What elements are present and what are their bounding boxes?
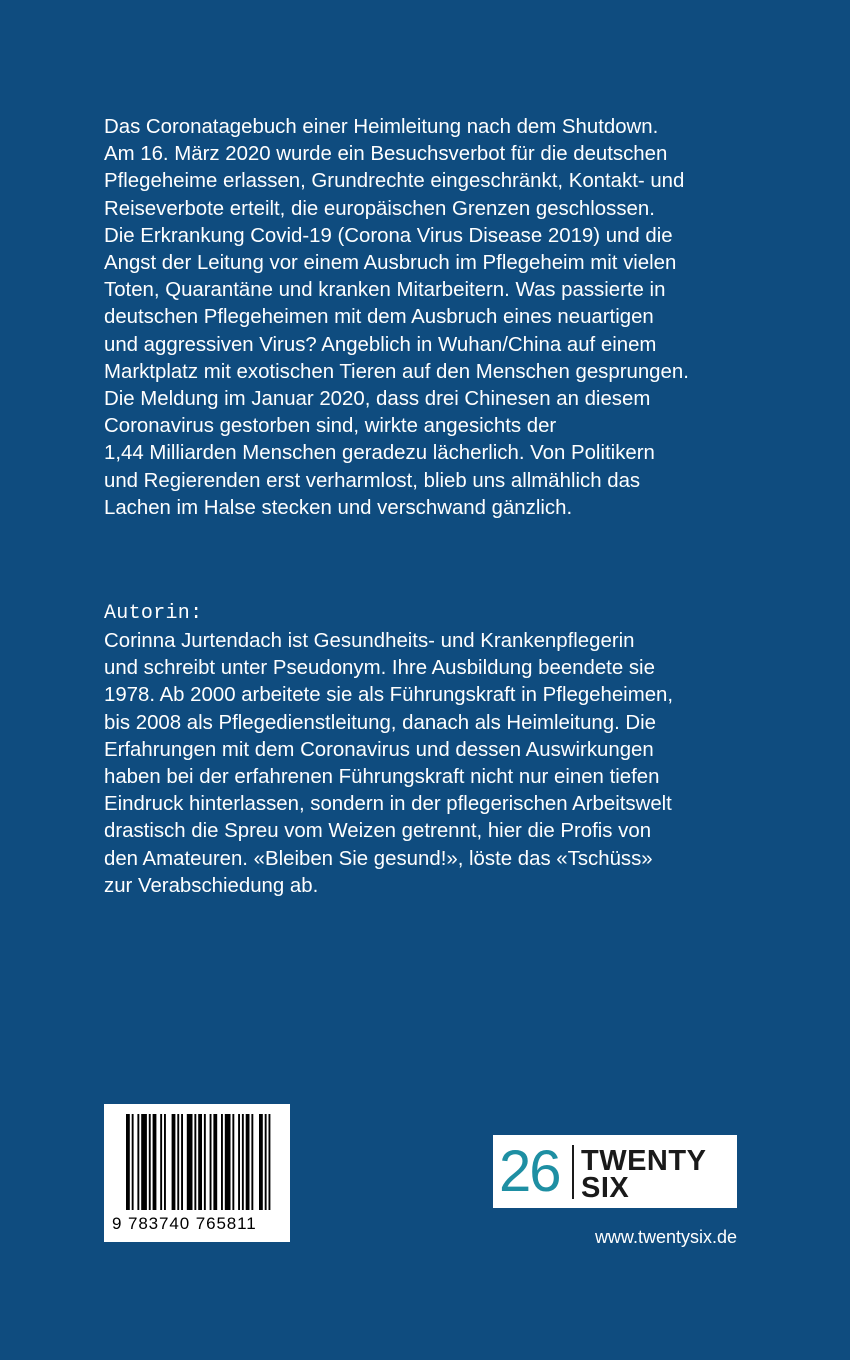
author-bio-line: zur Verabschiedung ab. bbox=[104, 874, 319, 897]
publisher-url: www.twentysix.de bbox=[594, 1227, 737, 1247]
barcode-bar bbox=[242, 1114, 244, 1210]
barcode-bar bbox=[141, 1114, 147, 1210]
barcode-bar bbox=[198, 1114, 202, 1210]
barcode-bar bbox=[204, 1114, 206, 1210]
publisher-logo bbox=[493, 1135, 737, 1208]
barcode-bar bbox=[177, 1114, 179, 1210]
barcode-bar bbox=[265, 1114, 267, 1210]
publisher-logo-divider bbox=[572, 1145, 574, 1199]
barcode-bar bbox=[153, 1114, 157, 1210]
blurb-line: 1,44 Milliarden Menschen geradezu lächerlich. Von Politikern bbox=[104, 442, 655, 465]
author-bio-line: 1978. Ab 2000 arbeitete sie als Führungskraft in Pflegeheimen, bbox=[104, 684, 674, 707]
blurb-line: Das Coronatagebuch einer Heimleitung nach dem Shutdown. bbox=[104, 116, 659, 138]
blurb-line: Angst der Leitung vor einem Ausbruch im Pflegeheim mit vielen bbox=[104, 252, 677, 275]
barcode-bar bbox=[172, 1114, 176, 1210]
blurb-text bbox=[104, 114, 784, 522]
blurb-line: Die Erkrankung Covid-19 (Corona Virus Disease 2019) und die bbox=[104, 224, 673, 247]
barcode-bar bbox=[269, 1114, 271, 1210]
barcode-bar bbox=[126, 1114, 130, 1210]
barcode-bar bbox=[187, 1114, 193, 1210]
publisher-logo-word-six: SIX bbox=[581, 1172, 630, 1204]
author-heading: Autorin: bbox=[104, 602, 203, 625]
barcode-bar bbox=[259, 1114, 263, 1210]
isbn-barcode bbox=[104, 1104, 290, 1242]
publisher-logo-number: 26 bbox=[499, 1139, 560, 1204]
barcode-bar bbox=[232, 1114, 234, 1210]
author-bio-line: den Amateuren. «Bleiben Sie gesund!», löste das «Tschüss» bbox=[104, 847, 653, 870]
barcode-bar bbox=[238, 1114, 240, 1210]
barcode-bar bbox=[160, 1114, 162, 1210]
barcode-bar bbox=[221, 1114, 223, 1210]
author-bio-line: bis 2008 als Pflegedienstleitung, danach als Heimleitung. Die bbox=[104, 711, 657, 734]
barcode-bar bbox=[132, 1114, 134, 1210]
blurb-line: Toten, Quarantäne und kranken Mitarbeitern. Was passierte in bbox=[104, 279, 666, 302]
barcode-bar bbox=[251, 1114, 253, 1210]
barcode-bar bbox=[225, 1114, 231, 1210]
author-bio bbox=[104, 628, 784, 900]
barcode-bar bbox=[164, 1114, 166, 1210]
publisher-logo-word-twenty: TWENTY bbox=[581, 1145, 707, 1177]
blurb-line: Coronavirus gestorben sind, wirkte angesichts der bbox=[104, 415, 557, 438]
blurb-line: Pflegeheime erlassen, Grundrechte eingeschränkt, Kontakt- und bbox=[104, 170, 685, 193]
barcode-bar bbox=[213, 1114, 217, 1210]
barcode-bar bbox=[210, 1114, 212, 1210]
author-bio-line: und schreibt unter Pseudonym. Ihre Ausbildung beendete sie bbox=[104, 657, 655, 680]
blurb-line: deutschen Pflegeheimen mit dem Ausbruch eines neuartigen bbox=[104, 306, 654, 329]
blurb-line: Am 16. März 2020 wurde ein Besuchsverbot für die deutschen bbox=[104, 143, 668, 166]
blurb-line: Marktplatz mit exotischen Tieren auf den Menschen gesprungen. bbox=[104, 360, 689, 383]
author-bio-line: Eindruck hinterlassen, sondern in der pflegerischen Arbeitswelt bbox=[104, 793, 672, 816]
barcode-bar bbox=[137, 1114, 139, 1210]
isbn-number: 9 783740 765811 bbox=[112, 1214, 257, 1233]
barcode-bar bbox=[194, 1114, 196, 1210]
author-bio-line: haben bei der erfahrenen Führungskraft nicht nur einen tiefen bbox=[104, 766, 660, 789]
author-bio-line: Erfahrungen mit dem Coronavirus und dessen Auswirkungen bbox=[104, 738, 654, 761]
blurb-line: Die Meldung im Januar 2020, dass drei Chinesen an diesem bbox=[104, 388, 651, 411]
barcode-bar bbox=[246, 1114, 250, 1210]
blurb-line: Reiseverbote erteilt, die europäischen Grenzen geschlossen. bbox=[104, 197, 655, 220]
blurb-line: und aggressiven Virus? Angeblich in Wuhan/China auf einem bbox=[104, 333, 657, 356]
barcode-bar bbox=[181, 1114, 183, 1210]
blurb-line: und Regierenden erst verharmlost, blieb uns allmählich das bbox=[104, 469, 641, 492]
barcode-bars-graphic bbox=[104, 1104, 290, 1216]
author-bio-line: Corinna Jurtendach ist Gesundheits- und Krankenpflegerin bbox=[104, 630, 635, 652]
author-bio-line: drastisch die Spreu vom Weizen getrennt, hier die Profis von bbox=[104, 820, 652, 843]
barcode-bar bbox=[149, 1114, 151, 1210]
blurb-line: Lachen im Halse stecken und verschwand gänzlich. bbox=[104, 496, 573, 519]
